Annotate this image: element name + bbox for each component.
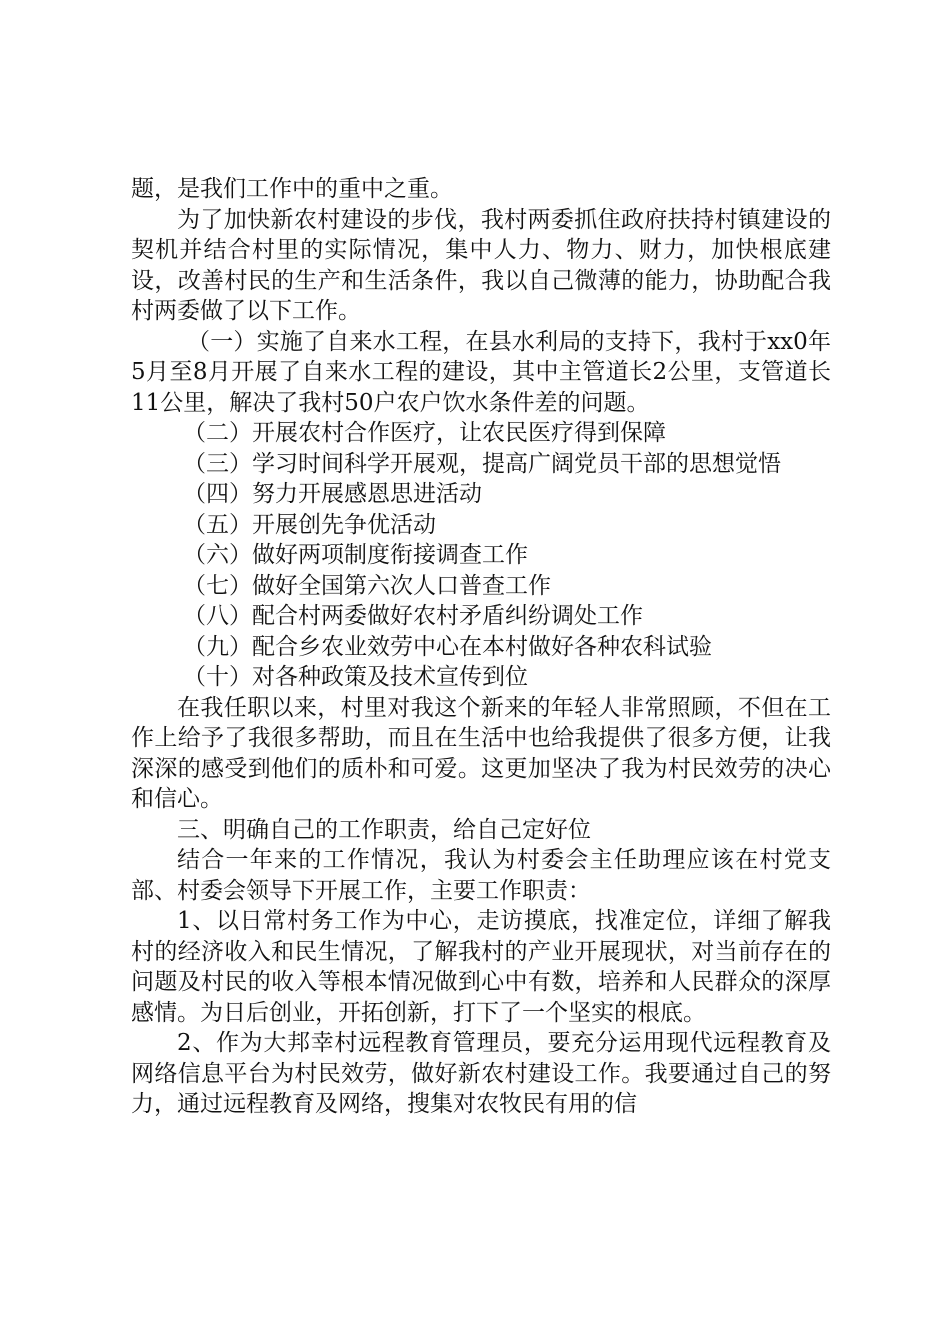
- list-item: （三）学习时间科学开展观，提高广阔党员干部的思想觉悟: [183, 450, 781, 477]
- list-item: （九）配合乡农业效劳中心在本村做好各种农科试验: [183, 633, 712, 660]
- list-item: （四）努力开展感恩思进活动: [183, 481, 482, 507]
- list-item: （二）开展农村合作医疗，让农民医疗得到保障: [183, 420, 666, 446]
- paragraph: 2、作为大邦幸村远程教育管理员，要充分运用现代远程教育及网络信息平台为村民效劳，做好新农村建设工作。我要通过自己的努力，通过远程教育及网络，搜集对农牧民有用的信: [131, 1030, 831, 1117]
- paragraph: （一）实施了自来水工程，在县水利局的支持下，我村于xx0年5月至8月开展了自来水工程的建设，其中主管道长2公里，支管道长11公里，解决了我村50户农户饮水条件差的问题。: [131, 328, 831, 416]
- paragraph: 在我任职以来，村里对我这个新来的年轻人非常照顾，不但在工作上给予了我很多帮助，而且在生活中也给我提供了很多方便，让我深深的感受到他们的质朴和可爱。这更加坚决了我为村民效劳的决心和信心。: [131, 694, 831, 812]
- list-item: （八）配合村两委做好农村矛盾纠纷调处工作: [183, 603, 643, 629]
- paragraph: 题，是我们工作中的重中之重。: [131, 176, 453, 202]
- list-item: （六）做好两项制度衔接调查工作: [183, 542, 528, 568]
- section-heading: 三、明确自己的工作职责，给自己定好位: [177, 816, 591, 843]
- paragraph: 1、以日常村务工作为中心，走访摸底，找准定位，详细了解我村的经济收入和民生情况，了解我村的产业开展现状，对当前存在的问题及村民的收入等根本情况做到心中有数，培养和人民群众的深厚感情。为日后创业，开拓创新，打下了一个坚实的根底。: [131, 908, 831, 1026]
- paragraph: 为了加快新农村建设的步伐，我村两委抓住政府扶持村镇建设的契机并结合村里的实际情况，集中人力、物力、财力，加快根底建设，改善村民的生产和生活条件，我以自己微薄的能力，协助配合我村两委做了以下工作。: [131, 206, 831, 324]
- document-body: [131, 174, 831, 1120]
- list-item: （七）做好全国第六次人口普查工作: [183, 572, 551, 599]
- list-item: （五）开展创先争优活动: [183, 511, 436, 538]
- list-item: （十）对各种政策及技术宣传到位: [183, 664, 528, 690]
- paragraph: 结合一年来的工作情况，我认为村委会主任助理应该在村党支部、村委会领导下开展工作，主要工作职责：: [131, 847, 831, 904]
